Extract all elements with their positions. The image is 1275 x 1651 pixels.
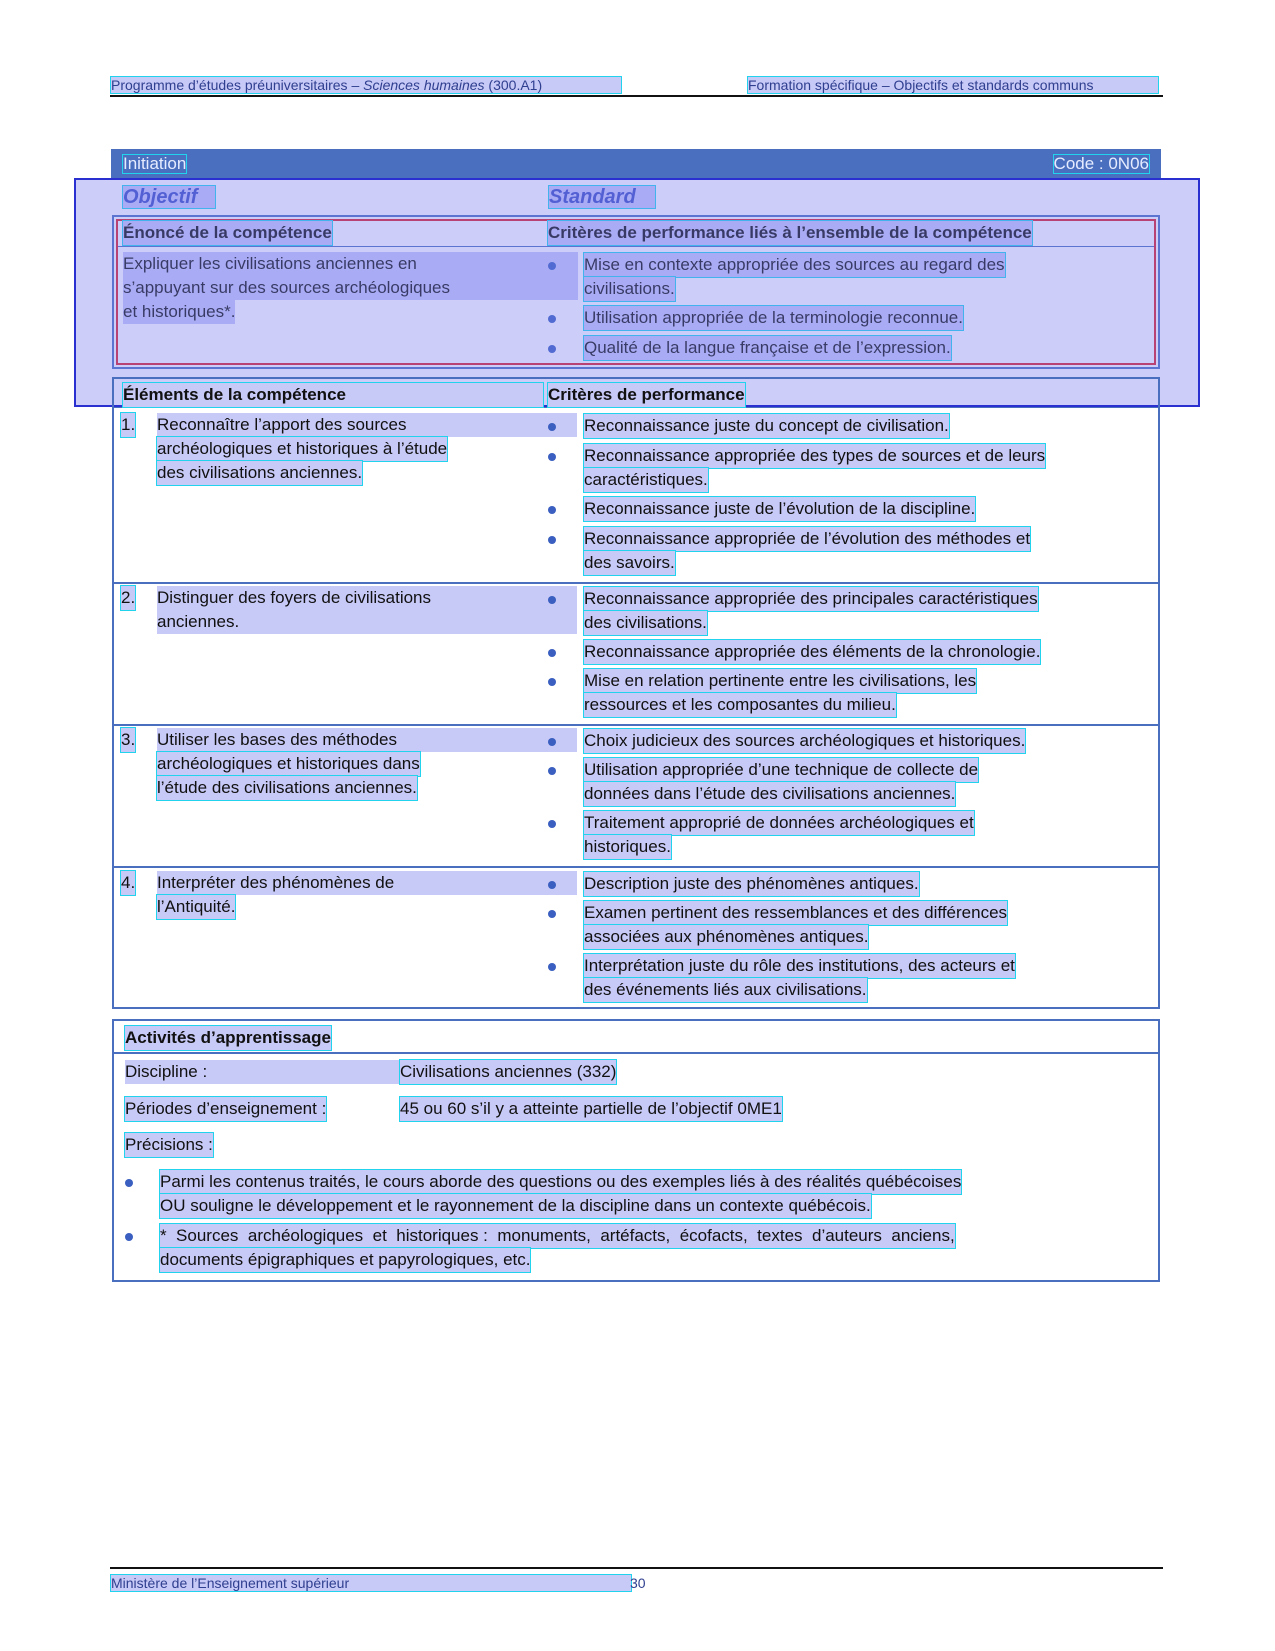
header-left-prefix: Programme d’études préuniversitaires – [111, 77, 364, 93]
page-number: 30 [630, 1575, 646, 1591]
bullet-icon [548, 536, 556, 544]
header-left-suffix: (300.A1) [484, 77, 543, 93]
element-line: archéologiques et historiques à l’étude [157, 437, 447, 461]
enonce-title: Énoncé de la compétence [123, 221, 332, 245]
selection-overlay [74, 178, 1200, 407]
criterion-line: Utilisation appropriée d’une technique de collecte de [584, 758, 978, 782]
element-line: Utiliser les bases des méthodes [157, 728, 577, 752]
criterion-line: ressources et les composantes du milieu. [584, 693, 896, 717]
criterion-line: Interprétation juste du rôle des institutions, des acteurs et [584, 954, 1015, 978]
bullet-icon [548, 910, 556, 918]
criterion-line: Reconnaissance appropriée des éléments de la chronologie. [584, 640, 1040, 664]
running-header-right: Formation spécifique – Objectifs et standards communs [748, 77, 1158, 93]
element-line: Reconnaître l’apport des sources [157, 413, 577, 437]
enonce-line: et historiques*. [123, 300, 235, 324]
criterion-line: des civilisations. [584, 611, 707, 635]
band-code: Code : 0N06 [1053, 154, 1149, 173]
element-line: des civilisations anciennes. [157, 461, 362, 485]
row-divider [114, 724, 1158, 726]
criterion-line: associées aux phénomènes antiques. [584, 925, 868, 949]
criterion-line: Reconnaissance appropriée des types de sources et de leurs [584, 444, 1045, 468]
element-line: l’étude des civilisations anciennes. [157, 776, 417, 800]
precision-line: documents épigraphiques et papyrologiques, etc. [160, 1248, 530, 1272]
bullet-icon [548, 881, 556, 889]
element-line: archéologiques et historiques dans [157, 752, 420, 776]
row-divider [114, 866, 1158, 868]
standard-title: Standard [549, 186, 655, 208]
element-number: 4. [121, 871, 135, 895]
criterion-line: données dans l’étude des civilisations anciennes. [584, 782, 955, 806]
row-divider [114, 582, 1158, 584]
element-line: l’Antiquité. [157, 895, 235, 919]
bullet-icon [548, 596, 556, 604]
bullet-icon [548, 820, 556, 828]
element-line: anciennes. [157, 610, 577, 634]
element-number: 3. [121, 728, 135, 752]
enonce-line: s’appuyant sur des sources archéologiques [123, 276, 578, 300]
criterion-line: des événements liés aux civilisations. [584, 978, 867, 1002]
elements-title-divider [114, 407, 1158, 408]
precision-line: Parmi les contenus traités, le cours aborde des questions ou des exemples liés à des réalités québécoises [160, 1170, 961, 1194]
criterion-line: Examen pertinent des ressemblances et des différences [584, 901, 1007, 925]
criterion-line: Reconnaissance appropriée des principales caractéristiques [584, 587, 1038, 611]
criterion-line: Reconnaissance juste du concept de civilisation. [584, 414, 949, 438]
criterion-line: historiques. [584, 835, 671, 859]
criterion-line: Description juste des phénomènes antiques. [584, 872, 919, 896]
activites-title: Activités d’apprentissage [125, 1026, 331, 1050]
criterion-line: caractéristiques. [584, 468, 708, 492]
bullet-icon [125, 1233, 133, 1241]
bullet-icon [548, 453, 556, 461]
elements-title: Éléments de la compétence [123, 383, 543, 407]
element-number: 1. [121, 413, 135, 437]
criterion-line: Reconnaissance juste de l’évolution de la discipline. [584, 497, 975, 521]
element-line: Interpréter des phénomènes de [157, 871, 577, 895]
header-rule [110, 95, 1163, 97]
element-line: Distinguer des foyers de civilisations [157, 586, 577, 610]
criterion-line: des savoirs. [584, 551, 675, 575]
periodes-label: Périodes d’enseignement : [125, 1097, 326, 1121]
objectif-title: Objectif [123, 186, 215, 208]
bullet-icon [548, 963, 556, 971]
bullet-icon [548, 506, 556, 514]
footer-rule [110, 1567, 1163, 1569]
header-left-italic: Sciences humaines [363, 77, 485, 93]
element-number: 2. [121, 586, 135, 610]
criterion-line: Qualité de la langue française et de l’expression. [584, 336, 951, 360]
footer-ministry: Ministère de l’Enseignement supérieur [111, 1575, 631, 1591]
criterion-line: Mise en relation pertinente entre les civilisations, les [584, 669, 976, 693]
criterion-line: Choix judicieux des sources archéologiques et historiques. [584, 729, 1025, 753]
bullet-icon [548, 649, 556, 657]
bullet-icon [125, 1179, 133, 1187]
bullet-icon [548, 767, 556, 775]
criterion-line: Reconnaissance appropriée de l’évolution des méthodes et [584, 527, 1030, 551]
periodes-value: 45 ou 60 s’il y a atteinte partielle de l’objectif 0ME1 [400, 1097, 782, 1121]
criterion-line: Mise en contexte appropriée des sources au regard des [584, 253, 1005, 277]
running-header-left [111, 77, 621, 93]
band-level: Initiation [123, 154, 187, 173]
enonce-line: Expliquer les civilisations anciennes en [123, 252, 578, 276]
criterion-line: Utilisation appropriée de la terminologie reconnue. [584, 306, 963, 330]
bullet-icon [548, 738, 556, 746]
criterion-line: civilisations. [584, 277, 675, 301]
precision-line: * Sources archéologiques et historiques : monuments, artéfacts, écofacts, textes d’auteurs anciens, [160, 1224, 955, 1248]
activites-title-divider [114, 1052, 1158, 1054]
elements-criteres-title: Critères de performance [548, 383, 745, 407]
precision-line: OU souligne le développement et le rayonnement de la discipline dans un contexte québécois. [160, 1194, 871, 1218]
criteres-ensemble-title: Critères de performance liés à l’ensemble de la compétence [548, 221, 1032, 245]
criterion-line: Traitement approprié de données archéologiques et [584, 811, 974, 835]
discipline-label: Discipline : [125, 1060, 400, 1084]
discipline-value: Civilisations anciennes (332) [400, 1060, 616, 1084]
precisions-label: Précisions : [125, 1133, 213, 1157]
initiation-band [111, 149, 1161, 179]
bullet-icon [548, 678, 556, 686]
bullet-icon [548, 423, 556, 431]
